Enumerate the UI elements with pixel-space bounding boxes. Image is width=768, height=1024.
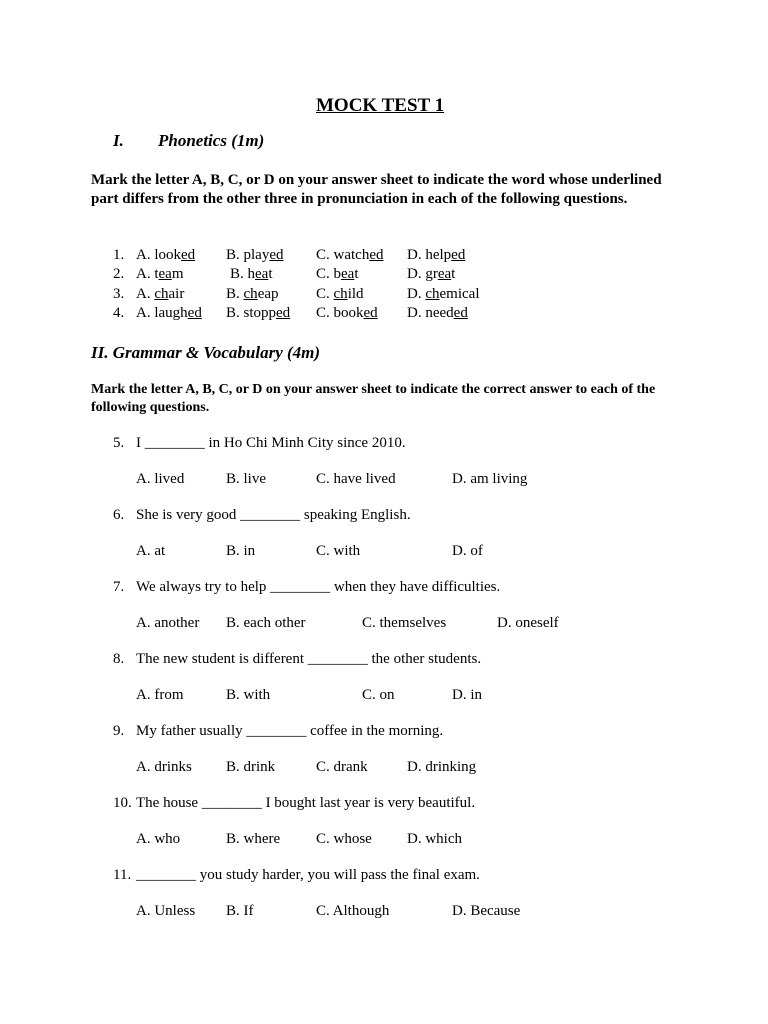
question-number: 11.: [113, 867, 132, 883]
section-1-number: I.: [113, 131, 124, 150]
option-c: C. booked: [316, 305, 378, 321]
option-c: C. with: [316, 543, 361, 559]
question-number: 2.: [113, 266, 125, 282]
option-b: B. If: [226, 903, 254, 919]
option-a: A. looked: [136, 247, 196, 263]
option-c: C. beat: [316, 266, 359, 282]
question-text: ________ you study harder, you will pass the final exam.: [136, 867, 480, 883]
question-text: She is very good ________ speaking English.: [136, 507, 411, 523]
option-a: A. from: [136, 687, 184, 703]
section-2-title: II. Grammar & Vocabulary (4m): [91, 343, 321, 362]
option-d: D. needed: [407, 305, 468, 321]
option-a: A. team: [136, 266, 184, 282]
option-d: D. in: [452, 687, 482, 703]
option-a: A. who: [136, 831, 181, 847]
option-d: D. great: [407, 266, 456, 282]
option-d: D. oneself: [497, 615, 559, 631]
question-text: We always try to help ________ when they have difficulties.: [136, 579, 501, 595]
option-a: A. laughed: [136, 305, 202, 321]
question-number: 7.: [113, 579, 125, 595]
option-c: C. whose: [316, 831, 372, 847]
section-2-instruction: Mark the letter A, B, C, or D on your answer sheet to indicate the correct answer to each of the following questions.: [91, 382, 656, 415]
option-a: A. another: [136, 615, 200, 631]
option-a: A. Unless: [136, 903, 196, 919]
question-text: The house ________ I bought last year is very beautiful.: [136, 795, 476, 811]
option-b: B. heat: [230, 266, 273, 282]
section-1-instruction: Mark the letter A, B, C, or D on your answer sheet to indicate the word whose underlined part differs from the other three in pronunciation in each of the following questions.: [91, 172, 662, 207]
option-a: A. lived: [136, 471, 185, 487]
option-d: D. drinking: [407, 759, 477, 775]
option-d: D. helped: [407, 247, 466, 263]
option-c: C. drank: [316, 759, 368, 775]
option-d: D. which: [407, 831, 462, 847]
question-text: The new student is different ________ the other students.: [136, 651, 482, 667]
question-number: 1.: [113, 247, 125, 263]
page-title: MOCK TEST 1: [316, 95, 445, 116]
option-c: C. Although: [316, 903, 390, 919]
option-a: A. drinks: [136, 759, 192, 775]
option-c: C. have lived: [316, 471, 396, 487]
option-d: D. am living: [452, 471, 528, 487]
question-number: 8.: [113, 651, 125, 667]
option-c: C. watched: [316, 247, 384, 263]
option-c: C. child: [316, 286, 364, 302]
question-text: My father usually ________ coffee in the morning.: [136, 723, 444, 739]
option-c: C. on: [362, 687, 395, 703]
option-a: A. chair: [136, 286, 185, 302]
option-d: D. Because: [452, 903, 521, 919]
option-a: A. at: [136, 543, 166, 559]
question-number: 3.: [113, 286, 125, 302]
option-b: B. where: [226, 831, 281, 847]
option-b: B. in: [226, 543, 256, 559]
option-b: B. drink: [226, 759, 276, 775]
question-text: I ________ in Ho Chi Minh City since 2010.: [136, 435, 406, 451]
option-b: B. played: [226, 247, 284, 263]
question-number: 4.: [113, 305, 125, 321]
option-b: B. cheap: [226, 286, 279, 302]
option-b: B. with: [226, 687, 271, 703]
question-number: 10.: [113, 795, 132, 811]
question-number: 6.: [113, 507, 125, 523]
option-d: D. of: [452, 543, 483, 559]
option-b: B. live: [226, 471, 266, 487]
option-b: B. stopped: [226, 305, 291, 321]
section-1-title: Phonetics (1m): [158, 131, 265, 150]
question-number: 5.: [113, 435, 125, 451]
option-d: D. chemical: [407, 286, 480, 302]
question-number: 9.: [113, 723, 125, 739]
option-c: C. themselves: [362, 615, 447, 631]
option-b: B. each other: [226, 615, 306, 631]
